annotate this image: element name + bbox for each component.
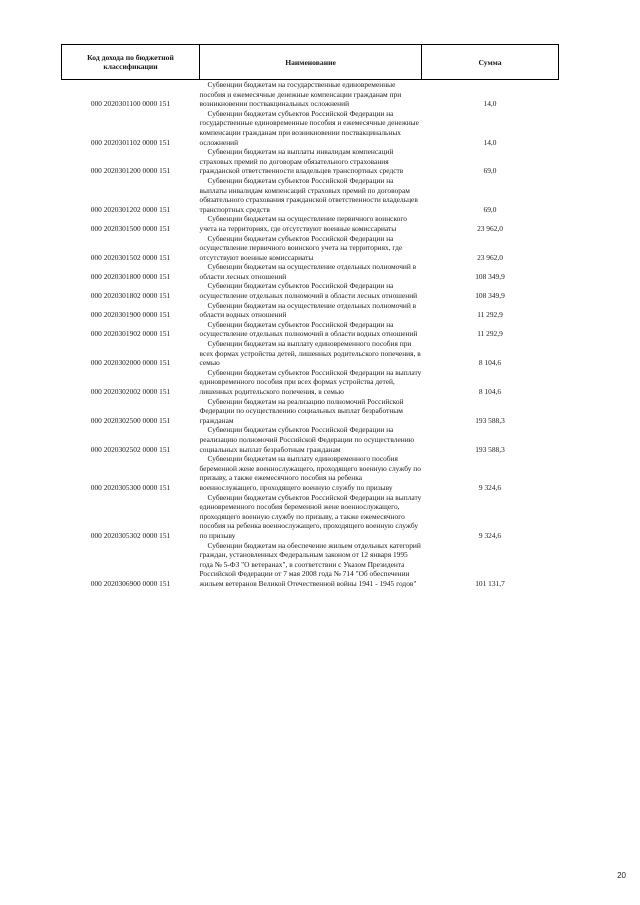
- row-code: 000 2020301502 0000 151: [90, 252, 171, 262]
- row-name: [200, 301, 422, 320]
- row-code: 000 2020305300 0000 151: [90, 482, 171, 492]
- row-name: [200, 262, 422, 281]
- row-name: [200, 339, 422, 368]
- row-code: 000 2020302002 0000 151: [90, 387, 171, 396]
- row-name-text: Субвенции бюджетам субъектов Российской Федерации на реализацию полномочий Российской Федерации по осуществлению социальных выплат безработным гражданам: [199, 425, 415, 454]
- row-sum: 11 292,9: [477, 310, 503, 320]
- row-name: [200, 214, 422, 233]
- row-sum: 193 588,3: [475, 415, 505, 425]
- row-name: [200, 454, 422, 492]
- row-name-text: Субвенции бюджетам на реализацию полномочий Российской Федерации по осуществлению социальных выплат безработным гражданам: [199, 396, 404, 425]
- row-sum: 193 588,3: [475, 444, 505, 454]
- table-row: [62, 339, 559, 368]
- row-code: 000 2020301202 0000 151: [90, 204, 171, 214]
- row-name-text: Субвенции бюджетам на осуществление первичного воинского учета на территориях, где отсутствуют военные комиссариаты: [199, 214, 407, 233]
- table-row: [62, 214, 559, 233]
- table-row: [62, 397, 559, 426]
- table-row: [62, 368, 559, 397]
- revenue-table: [61, 44, 559, 588]
- row-sum: 23 962,0: [477, 252, 503, 262]
- table-row: [62, 541, 559, 589]
- row-name-text: Субвенции бюджетам на осуществление отдельных полномочий в области лесных отношений: [199, 262, 417, 281]
- table-row: [62, 147, 559, 176]
- row-sum: 69,0: [483, 166, 497, 176]
- row-code: 000 2020301900 0000 151: [90, 310, 171, 320]
- row-code: 000 2020302500 0000 151: [90, 415, 171, 425]
- row-code: 000 2020301100 0000 151: [90, 99, 171, 109]
- table-row: [62, 262, 559, 281]
- table-row: [62, 176, 559, 214]
- table-row: [62, 281, 559, 300]
- table-row: [62, 454, 559, 492]
- row-code: 000 2020301802 0000 151: [90, 291, 171, 301]
- row-sum: 8 104,6: [478, 387, 502, 396]
- table-header-row: [62, 45, 559, 80]
- row-name: [200, 368, 422, 397]
- row-name-text: Субвенции бюджетам на выплату единовременного пособия при всех формах устройства детей, лишенных родительского попечения, в семью: [199, 339, 421, 368]
- row-code: 000 2020301102 0000 151: [90, 137, 171, 147]
- row-code: 000 2020302502 0000 151: [90, 444, 171, 454]
- table-row: [62, 301, 559, 320]
- row-name: [200, 281, 422, 300]
- row-name-text: Субвенции бюджетам субъектов Российской Федерации на государственные единовременные пособия и ежемесячные денежные компенсации гражданам при возникновении поствакцинальных осложнений: [199, 108, 419, 147]
- row-name: [200, 541, 422, 589]
- row-name: [200, 493, 422, 541]
- row-sum: 8 104,6: [478, 358, 502, 368]
- row-name: [200, 80, 422, 109]
- table-row: [62, 425, 559, 454]
- row-name: [200, 320, 422, 339]
- row-code: 000 2020306900 0000 151: [90, 578, 171, 588]
- row-name: [200, 234, 422, 263]
- table-row: [62, 320, 559, 339]
- row-sum: 14,0: [483, 137, 497, 147]
- row-sum: 108 349,9: [475, 291, 505, 301]
- row-sum: 101 131,7: [475, 578, 505, 588]
- table-row: [62, 80, 559, 109]
- row-sum: 11 292,9: [477, 329, 503, 339]
- row-code: 000 2020301200 0000 151: [90, 166, 171, 176]
- row-name: [200, 397, 422, 426]
- row-name-text: Субвенции бюджетам субъектов Российской Федерации на выплату единовременного пособия беременной жене военнослужащего, проходящего военную службу по призыву, а также ежемесячного пособия на ребенка военнослужащего, проходящего военную службу по призыву: [199, 492, 422, 540]
- row-sum: 23 962,0: [477, 223, 503, 233]
- row-sum: 14,0: [483, 99, 497, 109]
- table-body: [62, 80, 559, 589]
- row-name-text: Субвенции бюджетам на государственные единовременные пособия и ежемесячные денежные компенсации гражданам при возникновении поствакцинальных осложнений: [199, 80, 402, 109]
- row-name-text: Субвенции бюджетам субъектов Российской Федерации на осуществление отдельных полномочий в области водных отношений: [199, 319, 418, 339]
- page-number: 20: [617, 871, 626, 880]
- row-sum: 108 349,9: [475, 271, 505, 281]
- row-name-text: Субвенции бюджетам субъектов Российской Федерации на выплаты инвалидам компенсаций страховых премий по договорам обязательного страхования гражданской ответственности владельцев транспортных средств: [199, 175, 418, 214]
- row-name-text: Субвенции бюджетам субъектов Российской Федерации на выплату единовременного пособия при всех формах устройства детей, лишенных родительского попечения, в семью: [199, 367, 422, 396]
- row-sum: 9 324,6: [478, 482, 502, 492]
- row-code: 000 2020302000 0000 151: [90, 358, 171, 368]
- row-sum: 69,0: [483, 204, 497, 214]
- row-name: [200, 176, 422, 214]
- row-code: 000 2020305302 0000 151: [90, 530, 171, 540]
- table-row: [62, 493, 559, 541]
- row-code: 000 2020301800 0000 151: [90, 271, 171, 281]
- header-name: Наименование: [200, 45, 422, 80]
- table-row: [62, 109, 559, 147]
- row-code: 000 2020301500 0000 151: [90, 223, 171, 233]
- row-name: [200, 147, 422, 176]
- row-name-text: Субвенции бюджетам субъектов Российской Федерации на осуществление отдельных полномочий в области лесных отношений: [199, 281, 418, 301]
- row-name-text: Субвенции бюджетам на выплаты инвалидам компенсаций страховых премий по договорам обязательного страхования гражданской ответственности владельцев транспортных средств: [199, 147, 404, 176]
- row-name-text: Субвенции бюджетам субъектов Российской Федерации на осуществление первичного воинского учета на территориях, где отсутствуют военные комиссариаты: [199, 233, 403, 262]
- row-name: [200, 425, 422, 454]
- header-code: Код дохода по бюджетной классификации: [62, 45, 200, 80]
- row-code: 000 2020301902 0000 151: [90, 329, 171, 339]
- row-name-text: Субвенции бюджетам на обеспечение жильем отдельных категорий граждан, установленных Федеральным законом от 12 января 1995 года № 5-ФЗ "О ветеранах", в соответствии с Указом Президента Российской Федерации от 7 мая 2008 года № 714 "Об обеспечении жильем ветеранов Великой Отечественной войны 1941 - 1945 годов": [199, 540, 421, 588]
- row-name-text: Субвенции бюджетам на осуществление отдельных полномочий в области водных отношений: [199, 300, 417, 320]
- table-row: [62, 234, 559, 263]
- row-sum: 9 324,6: [478, 530, 502, 540]
- header-sum: Сумма: [422, 45, 559, 80]
- row-name: [200, 109, 422, 147]
- row-name-text: Субвенции бюджетам на выплату единовременного пособия беременной жене военнослужащего, проходящего военную службу по призыву, а также ежемесячного пособия на ребенка военнослужащего, проходящего военную службу по призыву: [199, 454, 421, 492]
